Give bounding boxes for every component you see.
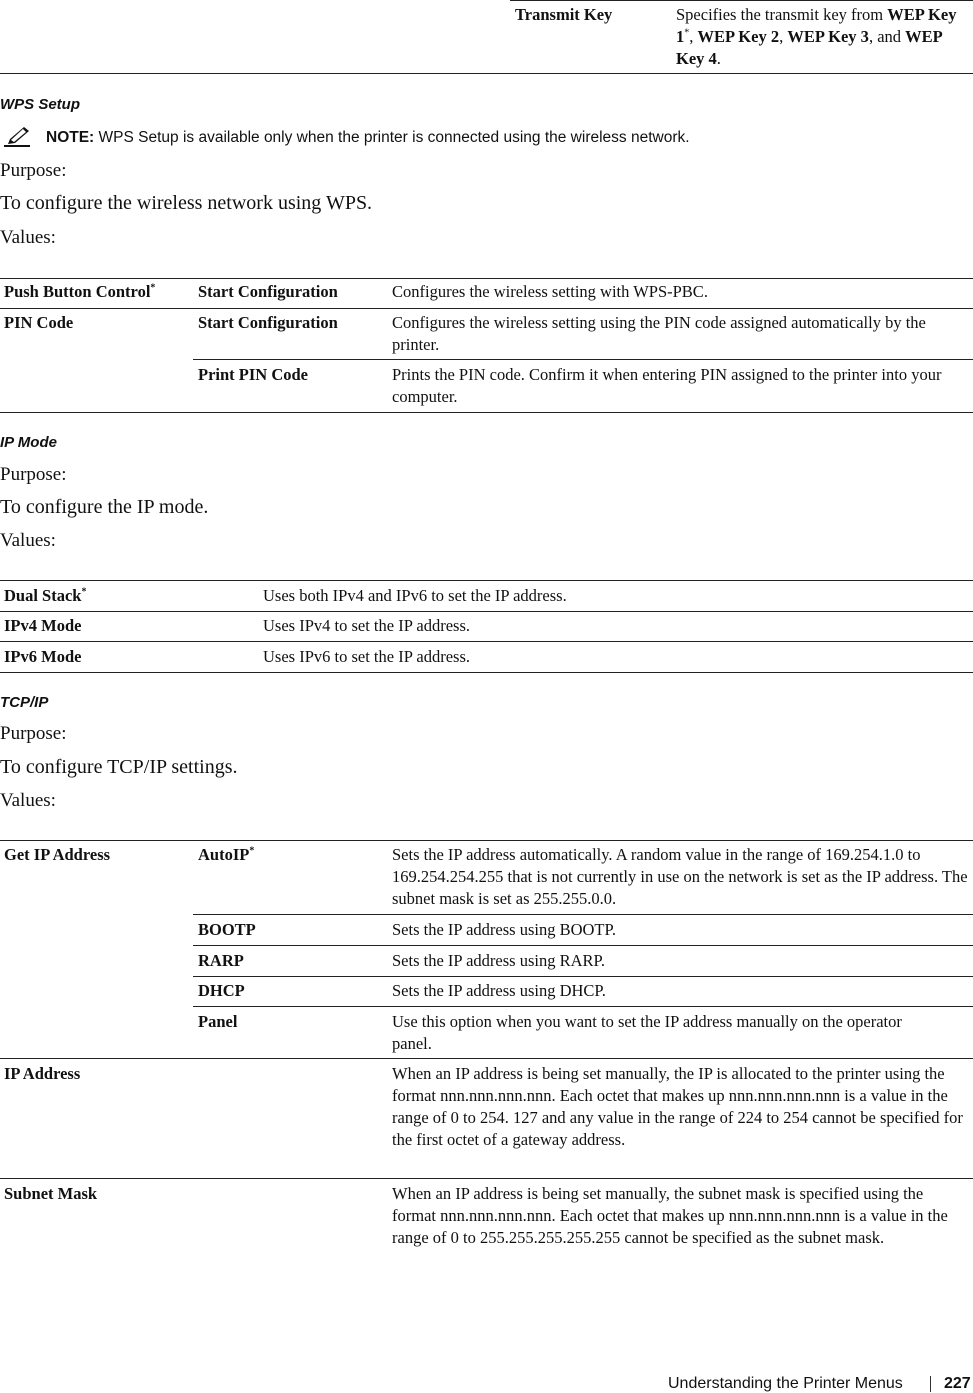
footer-section-title: Understanding the Printer Menus — [668, 1375, 903, 1392]
footer-page-number: 227 — [944, 1375, 971, 1392]
ip-mode-row-dual-stack: Dual Stack* — [4, 586, 87, 605]
ip-mode-purpose-text: To configure the IP mode. — [0, 496, 209, 518]
footer-divider — [930, 1376, 931, 1392]
wps-row-push-button-col2: Start Configuration — [198, 282, 338, 301]
tcpip-heading: TCP/IP — [0, 694, 49, 711]
ip-mode-row-rule — [0, 611, 973, 612]
ip-mode-row-ipv4: IPv4 Mode — [4, 616, 82, 635]
wps-row-print-pin-col2: Print PIN Code — [198, 365, 308, 384]
tcpip-row-dhcp: DHCP — [198, 981, 245, 1000]
wps-setup-heading: WPS Setup — [0, 96, 81, 113]
ip-mode-values-label: Values: — [0, 530, 56, 551]
tcpip-purpose-text: To configure TCP/IP settings. — [0, 756, 238, 778]
wps-table-top-rule — [0, 278, 973, 279]
ip-mode-table-top-rule — [0, 580, 973, 581]
tcpip-row-get-ip-address: Get IP Address — [4, 845, 111, 864]
wps-row-pin-code-col1: PIN Code — [4, 313, 74, 332]
tcpip-row-ip-address-desc: When an IP address is being set manually, the IP is allocated to the printer using the format nnn.nnn.nnn.nnn. Each octet that makes up nnn.nnn.nnn.nnn is a value in the range of 0 to 254. 127 and any value in the range of 224 to 254 cannot be specified for the first octet of a gateway address. — [392, 1064, 963, 1149]
wps-purpose-text: To configure the wireless network using WPS. — [0, 192, 373, 214]
tcpip-row-rule — [0, 1058, 973, 1059]
tcpip-values-label: Values: — [0, 790, 56, 811]
ip-mode-row-ipv6-desc: Uses IPv6 to set the IP address. — [263, 647, 470, 666]
tcpip-row-subnet-mask-desc: When an IP address is being set manually, the subnet mask is specified using the format nnn.nnn.nnn.nnn. Each octet that makes up nnn.nnn.nnn.nnn is a value in the range of 0 to 255.255.255.255.255 cannot be specified as the subnet mask. — [392, 1184, 948, 1247]
tcpip-row-bootp-desc: Sets the IP address using BOOTP. — [392, 920, 616, 939]
tcpip-row-panel-desc: Use this option when you want to set the IP address manually on the operator panel. — [392, 1012, 902, 1053]
wps-row-rule — [193, 359, 973, 360]
transmit-table-bottom-rule — [0, 73, 973, 74]
wps-note: NOTE: WPS Setup is available only when the printer is connected using the wireless network. — [46, 129, 690, 146]
tcpip-row-panel: Panel — [198, 1012, 238, 1031]
ip-mode-heading: IP Mode — [0, 434, 57, 451]
tcpip-row-rule — [193, 1006, 973, 1007]
wps-row-push-button-col1: Push Button Control* — [4, 282, 156, 301]
tcpip-row-rarp-desc: Sets the IP address using RARP. — [392, 951, 605, 970]
wps-row-rule — [0, 308, 973, 309]
wps-values-label: Values: — [0, 227, 56, 248]
wps-row-print-pin-col3: Prints the PIN code. Confirm it when entering PIN assigned to the printer into your computer. — [392, 365, 942, 406]
ip-mode-row-dual-stack-desc: Uses both IPv4 and IPv6 to set the IP address. — [263, 586, 567, 605]
tcpip-row-dhcp-desc: Sets the IP address using DHCP. — [392, 981, 606, 1000]
tcpip-row-rule — [193, 914, 973, 915]
tcpip-row-rule — [193, 976, 973, 977]
tcpip-row-bootp: BOOTP — [198, 920, 256, 939]
note-pencil-icon — [2, 126, 32, 153]
transmit-table-top-rule — [510, 0, 973, 1]
tcpip-purpose-label: Purpose: — [0, 723, 67, 744]
tcpip-row-rarp: RARP — [198, 951, 244, 970]
wps-row-pin-start-col2: Start Configuration — [198, 313, 338, 332]
ip-mode-table-bottom-rule — [0, 672, 973, 673]
wps-purpose-label: Purpose: — [0, 160, 67, 181]
tcpip-row-subnet-mask: Subnet Mask — [4, 1184, 98, 1203]
tcpip-row-ip-address: IP Address — [4, 1064, 81, 1083]
tcpip-table-top-rule — [0, 840, 973, 841]
tcpip-row-rule — [193, 945, 973, 946]
ip-mode-row-ipv6: IPv6 Mode — [4, 647, 82, 666]
tcpip-row-rule — [0, 1178, 973, 1179]
ip-mode-purpose-label: Purpose: — [0, 464, 67, 485]
wps-row-pin-start-col3: Configures the wireless setting using the PIN code assigned automatically by the printer. — [392, 313, 926, 354]
tcpip-row-autoip: AutoIP* — [198, 845, 255, 864]
wps-row-push-button-col3: Configures the wireless setting with WPS-PBC. — [392, 282, 708, 301]
transmit-key-label: Transmit Key — [515, 5, 613, 24]
wps-table-bottom-rule — [0, 412, 973, 413]
ip-mode-row-rule — [0, 641, 973, 642]
ip-mode-row-ipv4-desc: Uses IPv4 to set the IP address. — [263, 616, 470, 635]
transmit-key-description: Specifies the transmit key from WEP Key 1*, WEP Key 2, WEP Key 3, and WEP Key 4. — [676, 5, 957, 68]
tcpip-row-autoip-desc: Sets the IP address automatically. A random value in the range of 169.254.1.0 to 169.254.254.255 that is not currently in use on the network is set as the IP address. The subnet mask is set as 255.255.0.0. — [392, 845, 968, 908]
